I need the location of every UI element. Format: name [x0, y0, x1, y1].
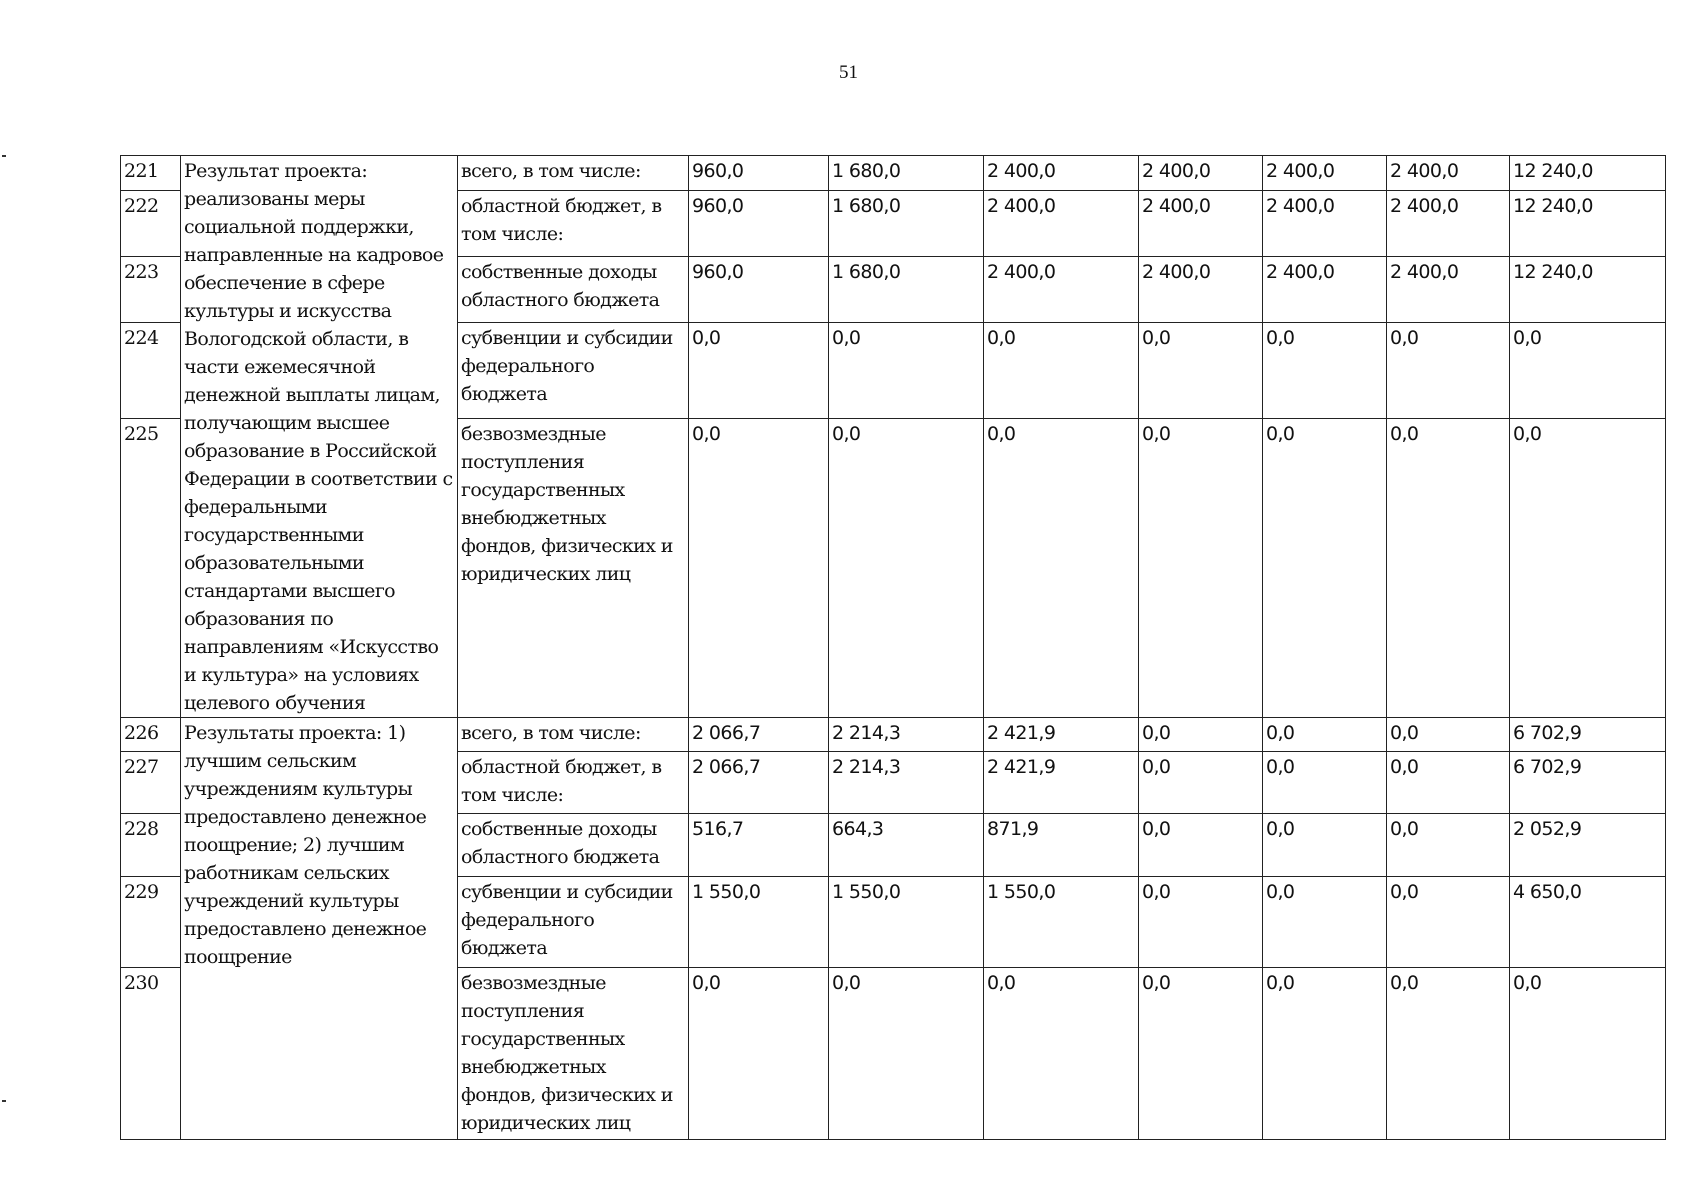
- scan-mark: [2, 1100, 6, 1102]
- value-cell: 2 214,3: [829, 752, 984, 814]
- value-cell: 0,0: [689, 418, 829, 717]
- funding-source: всего, в том числе:: [458, 156, 689, 191]
- value-cell: 0,0: [1263, 323, 1387, 419]
- row-number: 230: [121, 968, 181, 1140]
- value-cell: 2 400,0: [1139, 156, 1263, 191]
- total-cell: 6 702,9: [1510, 718, 1666, 752]
- value-cell: 2 421,9: [984, 718, 1139, 752]
- result-description: Результаты проекта: 1) лучшим сельским учреждениям культуры предоставлено денежное поощрение; 2) лучшим работникам сельских учреждений культуры предоставлено денежное поощрение: [181, 718, 458, 1140]
- value-cell: 1 680,0: [829, 256, 984, 322]
- value-cell: 516,7: [689, 814, 829, 877]
- funding-source: субвенции и субсидии федерального бюджета: [458, 877, 689, 968]
- value-cell: 0,0: [1263, 718, 1387, 752]
- value-cell: 0,0: [1139, 323, 1263, 419]
- value-cell: 2 400,0: [1263, 256, 1387, 322]
- value-cell: 0,0: [1263, 877, 1387, 968]
- value-cell: 0,0: [1263, 814, 1387, 877]
- total-cell: 0,0: [1510, 323, 1666, 419]
- value-cell: 0,0: [829, 323, 984, 419]
- total-cell: 6 702,9: [1510, 752, 1666, 814]
- value-cell: 2 400,0: [1139, 256, 1263, 322]
- total-cell: 4 650,0: [1510, 877, 1666, 968]
- value-cell: 0,0: [1263, 418, 1387, 717]
- value-cell: 1 550,0: [984, 877, 1139, 968]
- value-cell: 2 066,7: [689, 752, 829, 814]
- funding-source: областной бюджет, в том числе:: [458, 752, 689, 814]
- funding-source: областной бюджет, в том числе:: [458, 190, 689, 256]
- page-number: 51: [839, 62, 858, 83]
- total-cell: 12 240,0: [1510, 256, 1666, 322]
- value-cell: 0,0: [1387, 877, 1510, 968]
- total-cell: 2 052,9: [1510, 814, 1666, 877]
- table-row: [121, 718, 1666, 752]
- value-cell: 2 400,0: [984, 190, 1139, 256]
- value-cell: 2 400,0: [984, 156, 1139, 191]
- value-cell: 0,0: [1139, 814, 1263, 877]
- value-cell: 0,0: [1139, 752, 1263, 814]
- value-cell: 960,0: [689, 156, 829, 191]
- table-row: [121, 156, 1666, 191]
- row-number: 221: [121, 156, 181, 191]
- value-cell: 0,0: [984, 323, 1139, 419]
- value-cell: 0,0: [689, 323, 829, 419]
- value-cell: 1 550,0: [829, 877, 984, 968]
- value-cell: 2 400,0: [1387, 156, 1510, 191]
- row-number: 223: [121, 256, 181, 322]
- funding-source: субвенции и субсидии федерального бюджета: [458, 323, 689, 419]
- value-cell: 2 400,0: [1263, 190, 1387, 256]
- total-cell: 12 240,0: [1510, 190, 1666, 256]
- value-cell: 0,0: [689, 968, 829, 1140]
- value-cell: 0,0: [1263, 752, 1387, 814]
- row-number: 222: [121, 190, 181, 256]
- result-description: Результат проекта: реализованы меры социальной поддержки, направленные на кадровое обеспечение в сфере культуры и искусства Вологодской области, в части ежемесячной денежной выплаты лицам, получающим высшее образование в Российской Федерации в соответствии с федеральными государственными образовательными стандартами высшего образования по направлениям «Искусство и культура» на условиях целевого обучения: [181, 156, 458, 718]
- value-cell: 664,3: [829, 814, 984, 877]
- value-cell: 1 680,0: [829, 190, 984, 256]
- value-cell: 1 680,0: [829, 156, 984, 191]
- budget-table: [120, 155, 1666, 1140]
- total-cell: 0,0: [1510, 968, 1666, 1140]
- value-cell: 0,0: [1387, 718, 1510, 752]
- value-cell: 0,0: [1139, 968, 1263, 1140]
- value-cell: 1 550,0: [689, 877, 829, 968]
- value-cell: 0,0: [829, 418, 984, 717]
- value-cell: 0,0: [984, 968, 1139, 1140]
- row-number: 228: [121, 814, 181, 877]
- value-cell: 871,9: [984, 814, 1139, 877]
- value-cell: 0,0: [1387, 323, 1510, 419]
- value-cell: 0,0: [1387, 418, 1510, 717]
- value-cell: 0,0: [1263, 968, 1387, 1140]
- value-cell: 2 400,0: [1139, 190, 1263, 256]
- value-cell: 2 400,0: [1387, 190, 1510, 256]
- value-cell: 2 400,0: [984, 256, 1139, 322]
- value-cell: 0,0: [1387, 968, 1510, 1140]
- value-cell: 960,0: [689, 256, 829, 322]
- row-number: 229: [121, 877, 181, 968]
- funding-source: безвозмездные поступления государственных внебюджетных фондов, физических и юридических лиц: [458, 968, 689, 1140]
- value-cell: 0,0: [1387, 814, 1510, 877]
- value-cell: 0,0: [1387, 752, 1510, 814]
- row-number: 225: [121, 418, 181, 717]
- value-cell: 0,0: [829, 968, 984, 1140]
- total-cell: 0,0: [1510, 418, 1666, 717]
- value-cell: 960,0: [689, 190, 829, 256]
- funding-source: безвозмездные поступления государственных внебюджетных фондов, физических и юридических лиц: [458, 418, 689, 717]
- funding-source: собственные доходы областного бюджета: [458, 814, 689, 877]
- row-number: 226: [121, 718, 181, 752]
- scan-mark: [2, 155, 6, 157]
- value-cell: 2 214,3: [829, 718, 984, 752]
- value-cell: 0,0: [984, 418, 1139, 717]
- row-number: 224: [121, 323, 181, 419]
- value-cell: 2 400,0: [1387, 256, 1510, 322]
- funding-source: всего, в том числе:: [458, 718, 689, 752]
- value-cell: 0,0: [1139, 418, 1263, 717]
- total-cell: 12 240,0: [1510, 156, 1666, 191]
- value-cell: 2 421,9: [984, 752, 1139, 814]
- value-cell: 2 066,7: [689, 718, 829, 752]
- value-cell: 0,0: [1139, 718, 1263, 752]
- value-cell: 0,0: [1139, 877, 1263, 968]
- funding-source: собственные доходы областного бюджета: [458, 256, 689, 322]
- value-cell: 2 400,0: [1263, 156, 1387, 191]
- row-number: 227: [121, 752, 181, 814]
